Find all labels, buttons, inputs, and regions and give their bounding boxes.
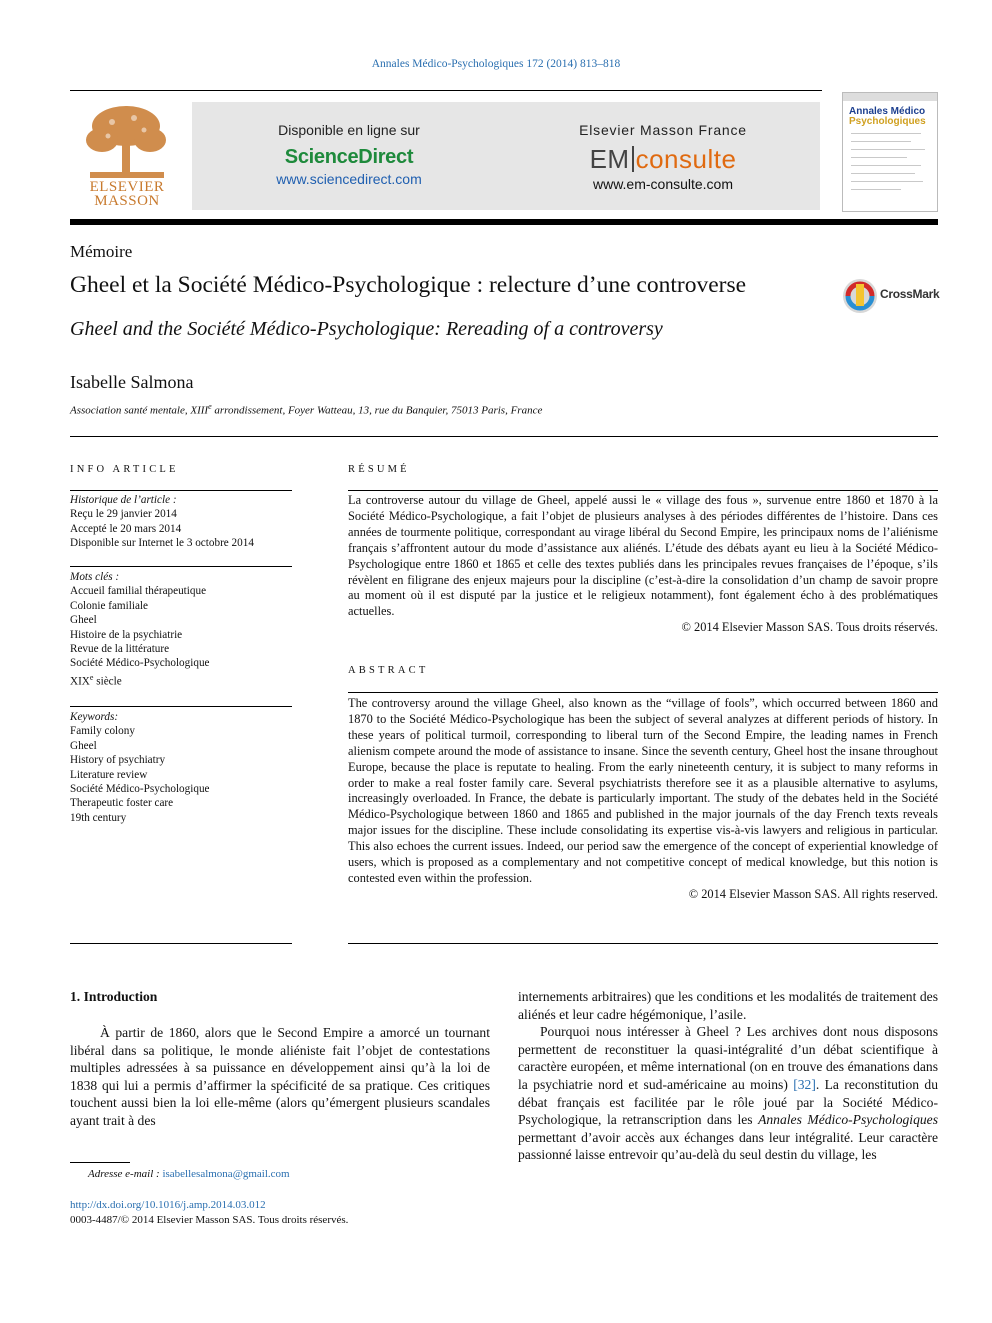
title-rule [70, 436, 938, 437]
paragraph-gheel: Pourquoi nous intéresser à Gheel ? Les archives dont nous disposons permettent de reconstituer la quasi-intégralité d’un débat scientifique à caractère européen, et même international (on en trouve des émanations dans la psychiatrie nord et sud-américaine au moins) [32]. La reconstitution du débat français est facilitée par le rôle joué par la Société Médico-Psychologique, la retranscription dans les Annales Médico-Psychologiques permettant d’avoir accès aux échanges dans leur intégralité. Leur caractère passionné laisse entrevoir qu’au-delà du seul destin du village, les [518, 1024, 938, 1163]
keyword: Gheel [70, 739, 97, 752]
cover-strip [843, 93, 938, 101]
keyword: 19th century [70, 811, 127, 824]
header-thick-rule [70, 219, 938, 225]
author-name: Isabelle Salmona [70, 372, 194, 392]
body-column-right [518, 988, 938, 1164]
abstract-copyright: © 2014 Elsevier Masson SAS. All rights reserved. [688, 886, 938, 901]
cover-line [851, 141, 911, 142]
author-affiliation: Association santé mentale, XIIIe arrondissement, Foyer Watteau, 13, rue du Banquier, 75013 Paris, France [70, 402, 543, 417]
mots-cles-label: Mots clés : [70, 571, 120, 583]
history-label: Historique de l’article : [70, 494, 177, 506]
article-title-fr: Gheel et la Société Médico-Psychologique : relecture d’une controverse [70, 272, 747, 298]
crossmark-label: CrossMark [880, 287, 940, 301]
em-separator [632, 146, 634, 172]
mot-cle: Société Médico-Psychologique [70, 657, 210, 670]
mot-cle: Colonie familiale [70, 599, 148, 612]
sd-available-text: Disponible en ligne sur [278, 122, 420, 138]
em-brand: EM [589, 144, 630, 174]
header-rule [70, 90, 822, 91]
info-end-rule [70, 943, 292, 944]
info-rule [70, 490, 292, 491]
resume-rule [348, 490, 938, 491]
cover-title: Annales Médico Psychologiques [849, 106, 926, 127]
keywords-label: Keywords: [70, 711, 119, 723]
keywords [70, 710, 292, 825]
cover-line [851, 165, 921, 166]
history-online: Disponible sur Internet le 3 octobre 2014 [70, 537, 254, 550]
paragraph-continued: internements arbitraires) que les conditions et les modalités de traitement des aliénés et leur cadre hégémonique, l’asile. [518, 989, 938, 1022]
crossmark-icon [842, 276, 878, 316]
history-accepted: Accepté le 20 mars 2014 [70, 522, 182, 535]
body-column-left: À partir de 1860, alors que le Second Empire a amorcé un tournant libéral dans sa politique, le monde aliéniste fait l’objet de contestations multiples adressées à sa puissance en développement ainsi qu’à la loi de 1838 qui lui a permis d’affirmer la spécificité de sa pratique. Ces critiques touchent aussi bien la loi elle-même (alors qu’émergent plusieurs scandales ayant trait à des [70, 1025, 490, 1128]
article-history [70, 493, 292, 551]
footnote-rule [70, 1162, 130, 1163]
article-title-en: Gheel and the Société Médico-Psychologique: Rereading of a controversy [70, 318, 663, 340]
mot-cle: Gheel [70, 614, 97, 627]
introduction-heading: 1. Introduction [70, 989, 158, 1004]
cover-line [851, 173, 915, 174]
sciencedirect-url[interactable]: www.sciencedirect.com [276, 171, 422, 187]
cover-line [851, 149, 925, 150]
emconsulte-block[interactable] [506, 102, 820, 210]
journal-cover-thumbnail[interactable] [842, 92, 938, 212]
keyword: Société Médico-Psychologique [70, 783, 210, 796]
elsevier-masson-logo [72, 100, 182, 212]
info-rule [70, 706, 292, 707]
resume-text: La controverse autour du village de Gheel, appelé aussi le « village des fous », survenue entre 1860 et 1870 à la Société Médico-Psychologique, a fait l’objet de plusieurs analyses à des périodes différentes de l’histoire. Dans ces années de tourmente politique, correspondant au virage libéral du Second Empire, les principaux noms de l’aliénisme français s’affrontent autour du mode d’assistance aux aliénés. L’étude des débats ayant eu lieu à la Société Médico-Psychologique entre 1860 et 1865 et celle des textes publiés dans les principales revues françaises de l’époque, s’ils révèlent en filigrane des enjeux majeurs pour la discipline (c’est-à-dire la consolidation d’un champ de savoir propre au moment où il est disputé par la justice et le religieux notamment), font également écho à des problématiques actuelles. [348, 493, 938, 619]
info-article-heading: INFO ARTICLE [70, 464, 179, 475]
cover-line [851, 157, 907, 158]
abstract-heading: ABSTRACT [348, 665, 429, 676]
keyword: Therapeutic foster care [70, 797, 174, 810]
resume-body [348, 493, 938, 636]
emconsulte-logo[interactable] [506, 144, 820, 175]
em-publisher-text: Elsevier Masson France [579, 122, 747, 138]
cover-line [851, 181, 923, 182]
keyword: Family colony [70, 725, 135, 738]
keyword: Literature review [70, 768, 148, 781]
footnote-email: Adresse e-mail : isabellesalmona@gmail.com [88, 1168, 290, 1180]
abstract-text: The controversy around the village Gheel, also known as the “village of fools”, which occurred between 1860 and 1870 to the Société Médico-Psychologique has been the subject of several analyzes at different periods of history. In these years of political turmoil, corresponding to liberal turn of the Second Empire, the leading names in French alienism compete around the mode of assistance to insane. Since the seventh century, Gheel host the insane throughout Europe, because the place is reputate to healing. From the early nineteenth century, it is subject to many reforms in order to make a real foster family care. Several psychiatrists therefore see it as a plausible alternative to asylums, increasingly overloaded. In France, the debate is particularly important. The study of the debates held in the Société Médico-Psychologique between 1860 and 1865 and published in the major journals of the day French texts reveals major issues for the discipline. These include consolidating its expertise vis-à-vis lawyers and religious in particular. This also echoes the current issues. Indeed, our period saw the emergence of the concept of experiential knowledge of users, which is proposed as a complementary and not competitive concept of medical knowledge, but this notion is contested even within the profession. [348, 696, 938, 885]
mots-cles [70, 570, 292, 689]
abstract-body [348, 696, 938, 903]
abstract-end-rule [348, 943, 938, 944]
resume-copyright: © 2014 Elsevier Masson SAS. Tous droits réservés. [681, 620, 938, 635]
keyword: History of psychiatry [70, 754, 166, 767]
cover-line [851, 189, 901, 190]
resume-heading: RÉSUMÉ [348, 464, 410, 475]
crossmark-badge[interactable] [842, 276, 942, 316]
abstract-rule [348, 692, 938, 693]
citation-link[interactable]: [32] [793, 1076, 816, 1092]
mot-cle: XIXe siècle [70, 672, 122, 688]
emconsulte-url[interactable]: www.em-consulte.com [592, 176, 734, 192]
sciencedirect-block[interactable] [192, 102, 506, 210]
publisher-logo-text: ELSEVIER MASSON [89, 179, 165, 209]
consulte-brand: consulte [635, 144, 737, 174]
email-link[interactable]: isabellesalmona@gmail.com [162, 1168, 290, 1180]
doi-link[interactable]: http://dx.doi.org/10.1016/j.amp.2014.03.012 [70, 1199, 266, 1211]
mot-cle: Histoire de la psychiatrie [70, 628, 183, 641]
issn-copyright: 0003-4487/© 2014 Elsevier Masson SAS. Tous droits réservés. [70, 1214, 349, 1226]
mot-cle: Accueil familial thérapeutique [70, 585, 207, 598]
cover-line [851, 133, 921, 134]
section-type: Mémoire [70, 242, 133, 261]
history-received: Reçu le 29 janvier 2014 [70, 508, 177, 521]
sciencedirect-logo[interactable]: ScienceDirect [284, 146, 414, 168]
info-rule [70, 566, 292, 567]
platform-banner [192, 102, 820, 210]
journal-reference[interactable]: Annales Médico-Psychologiques 172 (2014) 813–818 [371, 58, 621, 70]
mot-cle: Revue de la littérature [70, 643, 170, 656]
